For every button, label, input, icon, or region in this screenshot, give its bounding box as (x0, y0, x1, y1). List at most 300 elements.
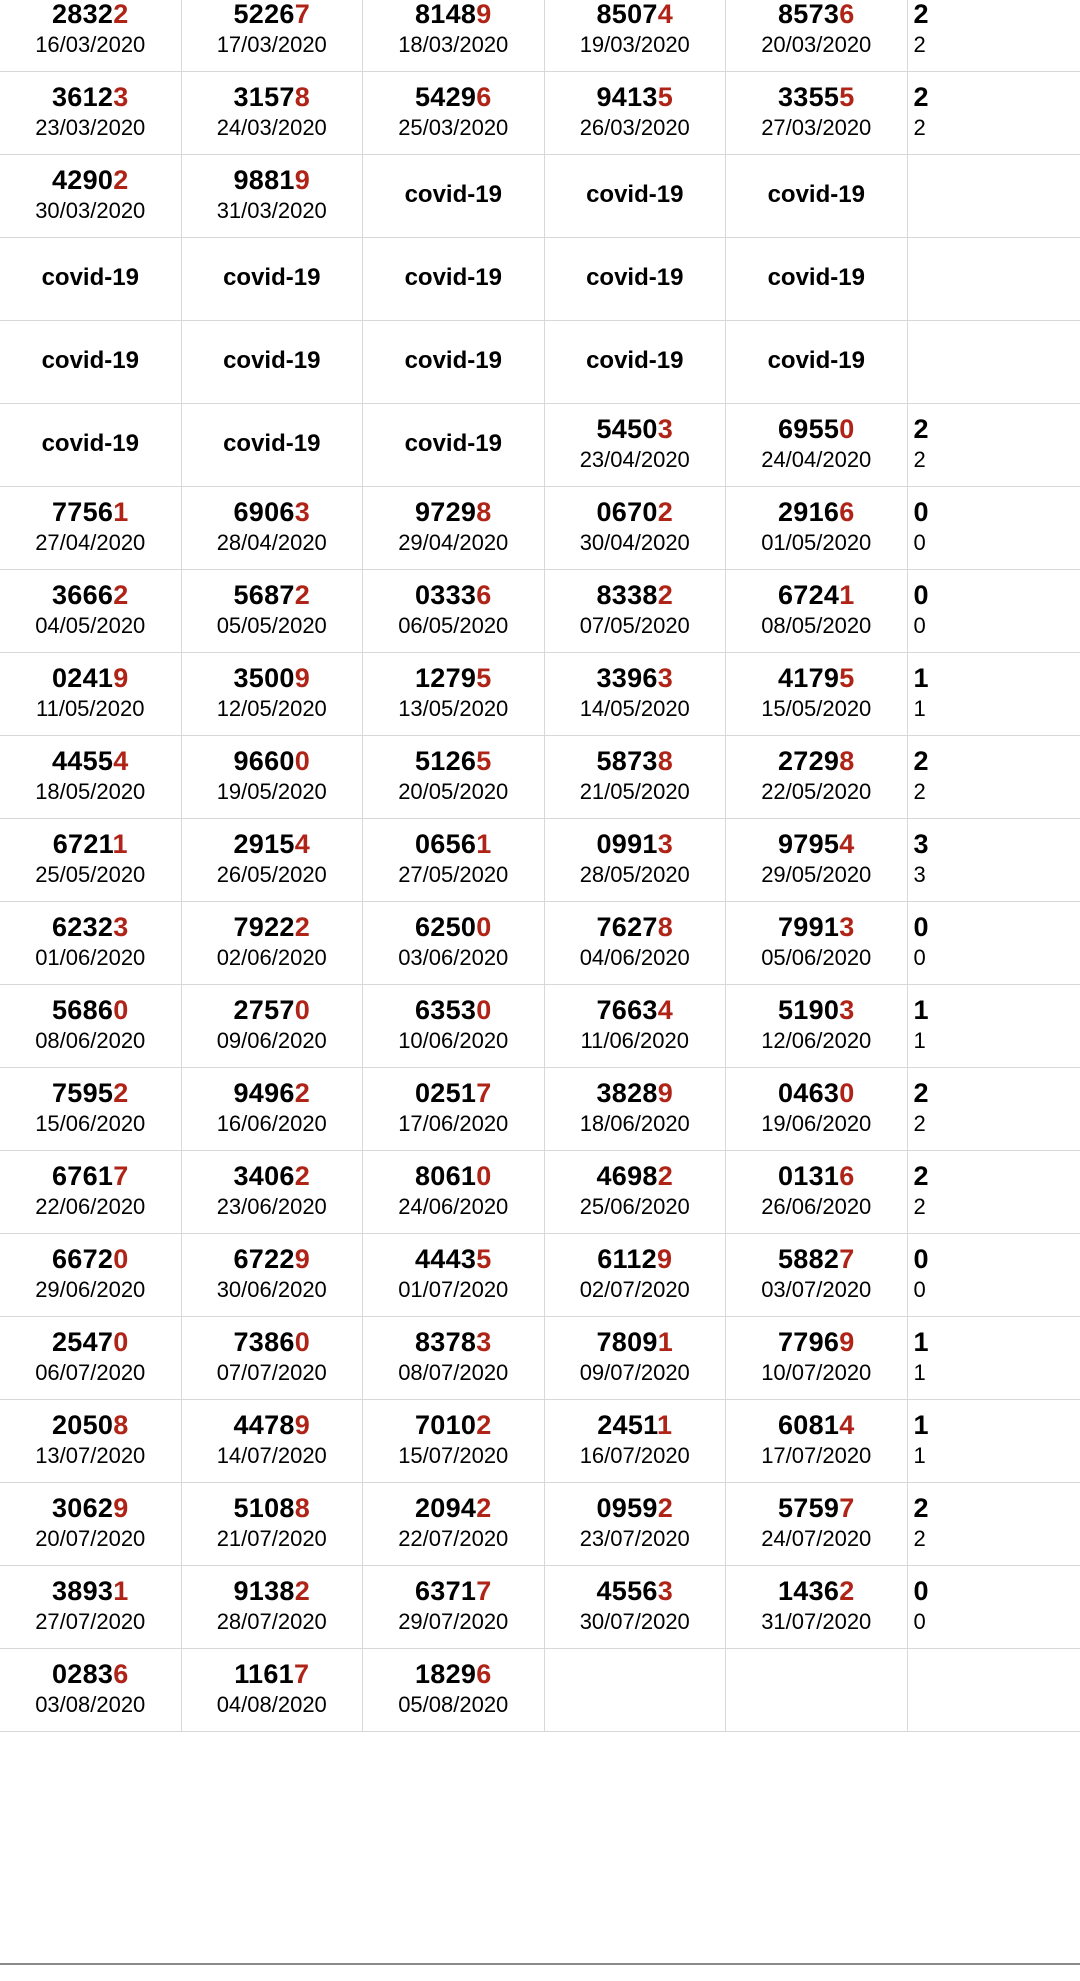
result-cell[interactable] (181, 1234, 363, 1317)
draw-number: 62500 (414, 912, 492, 943)
result-cell[interactable] (181, 238, 363, 321)
draw-number-accent-digit: 9 (294, 1244, 311, 1275)
draw-date: 15/05/2020 (761, 696, 872, 722)
draw-number-accent-digit: 8 (113, 1410, 129, 1441)
result-cell[interactable] (907, 238, 1080, 321)
draw-date: 20/07/2020 (35, 1526, 146, 1552)
result-cell[interactable] (907, 819, 1080, 902)
draw-number: 70102 (414, 1410, 492, 1441)
table-row (0, 1068, 1080, 1151)
draw-date: 19/03/2020 (579, 32, 690, 58)
result-cell[interactable] (544, 155, 726, 238)
result-cell[interactable] (181, 570, 363, 653)
draw-number: 20508 (51, 1410, 129, 1441)
draw-date: 23/07/2020 (579, 1526, 690, 1552)
draw-number-accent-digit: 6 (839, 497, 855, 528)
result-cell[interactable] (726, 1151, 908, 1234)
result-cell[interactable] (726, 902, 908, 985)
result-cell[interactable] (363, 570, 545, 653)
draw-number-accent-digit: 9 (294, 663, 311, 694)
draw-number: 97298 (414, 497, 492, 528)
result-cell[interactable] (544, 404, 726, 487)
result-cell[interactable] (0, 819, 181, 902)
result-cell[interactable] (544, 0, 726, 72)
draw-number: 2 (913, 0, 929, 30)
draw-number: 1 (913, 1410, 929, 1441)
draw-number: 0 (913, 497, 929, 528)
result-cell[interactable] (0, 404, 181, 487)
result-cell[interactable] (363, 1400, 545, 1483)
draw-number: 83382 (596, 580, 674, 611)
table-row (0, 819, 1080, 902)
placeholder-label: covid-19 (41, 264, 139, 291)
result-cell[interactable] (907, 1566, 1080, 1649)
result-cell[interactable] (181, 1317, 363, 1400)
table-row (0, 0, 1080, 72)
draw-number-accent-digit: 8 (476, 497, 492, 528)
result-cell[interactable] (907, 1400, 1080, 1483)
result-cell[interactable] (907, 736, 1080, 819)
result-cell[interactable] (907, 1068, 1080, 1151)
draw-number-accent-digit: 9 (294, 165, 311, 196)
result-cell[interactable] (907, 1151, 1080, 1234)
draw-date: 10/06/2020 (398, 1028, 509, 1054)
draw-number: 78091 (596, 1327, 674, 1358)
result-cell[interactable] (907, 404, 1080, 487)
result-cell[interactable] (907, 1483, 1080, 1566)
draw-date: 24/06/2020 (398, 1194, 509, 1220)
draw-number-accent-digit: 7 (294, 0, 311, 30)
draw-date: 1 (913, 696, 926, 722)
result-cell[interactable] (726, 1400, 908, 1483)
draw-number: 67617 (51, 1161, 129, 1192)
draw-number: 76634 (596, 995, 674, 1026)
result-cell[interactable] (0, 1151, 181, 1234)
result-cell[interactable] (544, 321, 726, 404)
result-cell[interactable] (0, 1400, 181, 1483)
result-cell[interactable] (544, 1566, 726, 1649)
draw-number: 34062 (233, 1161, 311, 1192)
result-cell[interactable] (0, 321, 181, 404)
table-row (0, 653, 1080, 736)
result-cell[interactable] (363, 902, 545, 985)
table-row (0, 1400, 1080, 1483)
draw-number: 66720 (51, 1244, 129, 1275)
draw-date: 04/06/2020 (579, 945, 690, 971)
draw-date: 24/03/2020 (216, 115, 327, 141)
draw-number-accent-digit: 0 (476, 995, 492, 1026)
result-cell[interactable] (363, 72, 545, 155)
draw-number: 62323 (51, 912, 129, 943)
result-cell[interactable] (181, 72, 363, 155)
result-cell[interactable] (181, 1068, 363, 1151)
result-cell[interactable] (363, 1234, 545, 1317)
draw-number: 67241 (777, 580, 855, 611)
result-cell[interactable] (181, 1400, 363, 1483)
draw-number-accent-digit: 2 (476, 1493, 492, 1524)
draw-number: 02836 (51, 1659, 129, 1690)
draw-date: 28/05/2020 (579, 862, 690, 888)
draw-date: 24/04/2020 (761, 447, 872, 473)
result-cell[interactable] (181, 1649, 363, 1732)
draw-number-accent-digit: 6 (113, 1659, 129, 1690)
result-cell[interactable] (181, 0, 363, 72)
draw-number-accent-digit: 7 (293, 1659, 310, 1690)
result-cell[interactable] (363, 404, 545, 487)
table-row (0, 1566, 1080, 1649)
draw-number-accent-digit: 1 (113, 497, 129, 528)
draw-date: 20/05/2020 (398, 779, 509, 805)
draw-date: 0 (913, 613, 926, 639)
draw-date: 23/04/2020 (579, 447, 690, 473)
placeholder-label: covid-19 (404, 347, 502, 374)
result-cell[interactable] (544, 1400, 726, 1483)
draw-date: 30/04/2020 (579, 530, 690, 556)
draw-number: 12795 (414, 663, 492, 694)
result-cell[interactable] (0, 736, 181, 819)
draw-number-accent-digit: 6 (476, 1659, 492, 1690)
result-cell[interactable] (907, 487, 1080, 570)
draw-number: 2 (913, 1078, 929, 1109)
draw-date: 26/03/2020 (579, 115, 690, 141)
result-cell[interactable] (544, 1649, 726, 1732)
result-cell[interactable] (181, 653, 363, 736)
draw-date: 30/03/2020 (35, 198, 146, 224)
draw-number: 73860 (233, 1327, 311, 1358)
draw-date: 19/06/2020 (761, 1111, 872, 1137)
draw-date: 18/05/2020 (35, 779, 146, 805)
result-cell[interactable] (0, 902, 181, 985)
result-cell[interactable] (363, 1151, 545, 1234)
result-cell[interactable] (907, 1649, 1080, 1732)
result-cell[interactable] (726, 238, 908, 321)
draw-number: 44435 (414, 1244, 492, 1275)
draw-date: 16/07/2020 (579, 1443, 690, 1469)
draw-number: 33555 (777, 82, 855, 113)
result-cell[interactable] (363, 1566, 545, 1649)
draw-date: 13/07/2020 (35, 1443, 146, 1469)
draw-number-accent-digit: 6 (839, 1161, 855, 1192)
result-cell[interactable] (907, 653, 1080, 736)
draw-date: 31/07/2020 (761, 1609, 872, 1635)
draw-number-accent-digit: 8 (839, 746, 855, 777)
draw-date: 21/05/2020 (579, 779, 690, 805)
result-cell[interactable] (181, 155, 363, 238)
result-cell[interactable] (0, 72, 181, 155)
result-cell[interactable] (0, 155, 181, 238)
draw-date: 28/04/2020 (216, 530, 327, 556)
result-cell[interactable] (0, 1566, 181, 1649)
draw-number: 27570 (233, 995, 311, 1026)
result-cell[interactable] (181, 1151, 363, 1234)
draw-number-accent-digit: 0 (113, 995, 129, 1026)
draw-number-accent-digit: 2 (839, 1576, 855, 1607)
draw-date: 1 (913, 1360, 926, 1386)
result-cell[interactable] (726, 1234, 908, 1317)
draw-number-accent-digit: 9 (113, 663, 129, 694)
result-cell[interactable] (181, 819, 363, 902)
result-cell[interactable] (0, 1068, 181, 1151)
placeholder-label: covid-19 (404, 181, 502, 208)
draw-number: 1 (913, 1327, 929, 1358)
draw-number-accent-digit: 7 (113, 1161, 129, 1192)
result-cell[interactable] (544, 736, 726, 819)
result-cell[interactable] (544, 1483, 726, 1566)
draw-number: 38931 (51, 1576, 129, 1607)
draw-number: 85074 (596, 0, 674, 30)
draw-number: 98819 (233, 165, 311, 196)
draw-date: 14/05/2020 (579, 696, 690, 722)
result-cell[interactable] (544, 902, 726, 985)
draw-number-accent-digit: 2 (657, 1161, 674, 1192)
draw-number: 06561 (414, 829, 492, 860)
draw-number-accent-digit: 2 (294, 1078, 311, 1109)
result-cell[interactable] (0, 653, 181, 736)
draw-date: 19/05/2020 (216, 779, 327, 805)
result-cell[interactable] (181, 487, 363, 570)
result-cell[interactable] (907, 72, 1080, 155)
draw-number: 51265 (414, 746, 492, 777)
result-cell[interactable] (544, 985, 726, 1068)
result-cell[interactable] (544, 487, 726, 570)
draw-number-accent-digit: 0 (113, 1244, 129, 1275)
draw-date: 16/03/2020 (35, 32, 146, 58)
draw-number: 11617 (234, 1659, 310, 1690)
draw-number-accent-digit: 2 (113, 580, 129, 611)
draw-number: 44789 (233, 1410, 311, 1441)
draw-date: 22/06/2020 (35, 1194, 146, 1220)
draw-date: 05/08/2020 (398, 1692, 509, 1718)
result-cell[interactable] (544, 1068, 726, 1151)
draw-number: 63717 (414, 1576, 492, 1607)
result-cell[interactable] (0, 985, 181, 1068)
placeholder-label: covid-19 (767, 347, 865, 374)
draw-number: 67229 (233, 1244, 311, 1275)
draw-number-accent-digit: 1 (476, 829, 492, 860)
result-cell[interactable] (907, 902, 1080, 985)
result-cell[interactable] (363, 155, 545, 238)
draw-date: 01/05/2020 (761, 530, 872, 556)
draw-date: 03/06/2020 (398, 945, 509, 971)
result-cell[interactable] (0, 1649, 181, 1732)
table-row (0, 404, 1080, 487)
result-cell[interactable] (363, 1483, 545, 1566)
draw-number-accent-digit: 4 (113, 746, 129, 777)
result-cell[interactable] (0, 1317, 181, 1400)
draw-date: 14/07/2020 (216, 1443, 327, 1469)
draw-date: 27/07/2020 (35, 1609, 146, 1635)
result-cell[interactable] (363, 985, 545, 1068)
draw-number: 38289 (596, 1078, 674, 1109)
draw-number-accent-digit: 0 (294, 995, 311, 1026)
draw-date: 29/05/2020 (761, 862, 872, 888)
draw-number-accent-digit: 9 (656, 1244, 673, 1275)
result-cell[interactable] (181, 321, 363, 404)
result-cell[interactable] (0, 1234, 181, 1317)
draw-number-accent-digit: 2 (657, 497, 674, 528)
draw-number: 18296 (414, 1659, 492, 1690)
result-cell[interactable] (363, 0, 545, 72)
draw-number-accent-digit: 7 (839, 1493, 855, 1524)
draw-number: 61129 (597, 1244, 673, 1275)
result-cell[interactable] (363, 736, 545, 819)
result-cell[interactable] (0, 238, 181, 321)
result-cell[interactable] (363, 819, 545, 902)
result-cell[interactable] (726, 155, 908, 238)
draw-number: 77969 (777, 1327, 855, 1358)
draw-number-accent-digit: 0 (476, 1161, 492, 1192)
result-cell[interactable] (363, 1649, 545, 1732)
result-cell[interactable] (181, 902, 363, 985)
draw-date: 07/07/2020 (216, 1360, 327, 1386)
result-cell[interactable] (363, 238, 545, 321)
draw-date: 1 (913, 1028, 926, 1054)
result-cell[interactable] (544, 819, 726, 902)
result-cell[interactable] (726, 404, 908, 487)
draw-number: 58827 (777, 1244, 855, 1275)
draw-date: 27/03/2020 (761, 115, 872, 141)
result-cell[interactable] (181, 736, 363, 819)
draw-number: 29166 (777, 497, 855, 528)
draw-number: 94135 (596, 82, 674, 113)
draw-date: 06/05/2020 (398, 613, 509, 639)
draw-number-accent-digit: 4 (657, 995, 674, 1026)
draw-number-accent-digit: 3 (113, 912, 129, 943)
draw-number: 2 (913, 414, 929, 445)
result-cell[interactable] (726, 1566, 908, 1649)
result-cell[interactable] (726, 653, 908, 736)
result-cell[interactable] (726, 1483, 908, 1566)
draw-number: 2 (913, 746, 929, 777)
table-row (0, 736, 1080, 819)
result-cell[interactable] (726, 570, 908, 653)
draw-date: 15/06/2020 (35, 1111, 146, 1137)
draw-date: 20/03/2020 (761, 32, 872, 58)
result-cell[interactable] (907, 570, 1080, 653)
draw-number-accent-digit: 8 (294, 1493, 311, 1524)
draw-number: 36123 (51, 82, 129, 113)
result-cell[interactable] (363, 1068, 545, 1151)
draw-number: 28322 (51, 0, 129, 30)
draw-date: 15/07/2020 (398, 1443, 509, 1469)
result-cell[interactable] (363, 321, 545, 404)
draw-number-accent-digit: 5 (476, 746, 492, 777)
result-cell[interactable] (181, 404, 363, 487)
draw-number-accent-digit: 2 (294, 912, 311, 943)
draw-date: 04/05/2020 (35, 613, 146, 639)
draw-number-accent-digit: 8 (294, 82, 311, 113)
draw-number: 0 (913, 580, 929, 611)
draw-number-accent-digit: 2 (294, 580, 311, 611)
draw-number: 44554 (51, 746, 129, 777)
result-cell[interactable] (363, 1317, 545, 1400)
result-cell[interactable] (0, 0, 181, 72)
draw-date: 06/07/2020 (35, 1360, 146, 1386)
result-cell[interactable] (726, 72, 908, 155)
result-cell[interactable] (907, 321, 1080, 404)
draw-number-accent-digit: 0 (113, 1327, 129, 1358)
draw-date: 26/05/2020 (216, 862, 327, 888)
draw-number-accent-digit: 3 (657, 829, 674, 860)
draw-date: 05/06/2020 (761, 945, 872, 971)
draw-date: 08/06/2020 (35, 1028, 146, 1054)
draw-number: 56860 (51, 995, 129, 1026)
draw-number: 69063 (233, 497, 311, 528)
draw-number: 3 (913, 829, 929, 860)
result-cell[interactable] (544, 1317, 726, 1400)
result-cell[interactable] (907, 155, 1080, 238)
bottom-scroll-bar[interactable] (0, 1963, 1080, 1981)
draw-date: 22/05/2020 (761, 779, 872, 805)
draw-number: 83783 (414, 1327, 492, 1358)
draw-number-accent-digit: 1 (839, 580, 855, 611)
result-cell[interactable] (0, 570, 181, 653)
draw-number-accent-digit: 4 (657, 0, 674, 30)
result-cell[interactable] (181, 985, 363, 1068)
draw-date: 03/07/2020 (761, 1277, 872, 1303)
draw-number-accent-digit: 4 (839, 1410, 855, 1441)
result-cell[interactable] (363, 487, 545, 570)
result-cell[interactable] (726, 736, 908, 819)
placeholder-label: covid-19 (41, 347, 139, 374)
result-cell[interactable] (907, 1317, 1080, 1400)
draw-number-accent-digit: 5 (476, 1244, 492, 1275)
result-cell[interactable] (181, 1566, 363, 1649)
draw-date: 3 (913, 862, 926, 888)
draw-date: 24/07/2020 (761, 1526, 872, 1552)
draw-date: 2 (913, 115, 926, 141)
result-cell[interactable] (363, 653, 545, 736)
result-cell[interactable] (726, 819, 908, 902)
draw-date: 12/06/2020 (761, 1028, 872, 1054)
result-cell[interactable] (726, 1649, 908, 1732)
draw-number: 46982 (596, 1161, 674, 1192)
result-cell[interactable] (181, 1483, 363, 1566)
result-cell[interactable] (726, 985, 908, 1068)
result-cell[interactable] (726, 321, 908, 404)
result-cell[interactable] (544, 570, 726, 653)
draw-number-accent-digit: 6 (839, 0, 855, 30)
draw-date: 22/07/2020 (398, 1526, 509, 1552)
draw-number-accent-digit: 5 (476, 663, 492, 694)
result-cell[interactable] (726, 0, 908, 72)
result-cell[interactable] (544, 1151, 726, 1234)
result-cell[interactable] (907, 0, 1080, 72)
draw-number-accent-digit: 2 (294, 1576, 311, 1607)
result-cell[interactable] (0, 487, 181, 570)
result-cell[interactable] (544, 1234, 726, 1317)
draw-date: 02/06/2020 (216, 945, 327, 971)
draw-number: 25470 (51, 1327, 129, 1358)
result-cell[interactable] (726, 1068, 908, 1151)
draw-number-accent-digit: 3 (657, 1576, 674, 1607)
result-cell[interactable] (907, 1234, 1080, 1317)
draw-number: 09913 (596, 829, 674, 860)
result-cell[interactable] (726, 487, 908, 570)
draw-date: 11/05/2020 (36, 696, 145, 722)
result-cell[interactable] (544, 653, 726, 736)
draw-date: 12/05/2020 (216, 696, 327, 722)
result-cell[interactable] (544, 72, 726, 155)
result-cell[interactable] (0, 1483, 181, 1566)
result-cell[interactable] (726, 1317, 908, 1400)
draw-date: 1 (913, 1443, 926, 1469)
draw-number-accent-digit: 8 (657, 746, 674, 777)
result-cell[interactable] (544, 238, 726, 321)
result-cell[interactable] (907, 985, 1080, 1068)
draw-number: 03336 (414, 580, 492, 611)
draw-number: 77561 (51, 497, 129, 528)
